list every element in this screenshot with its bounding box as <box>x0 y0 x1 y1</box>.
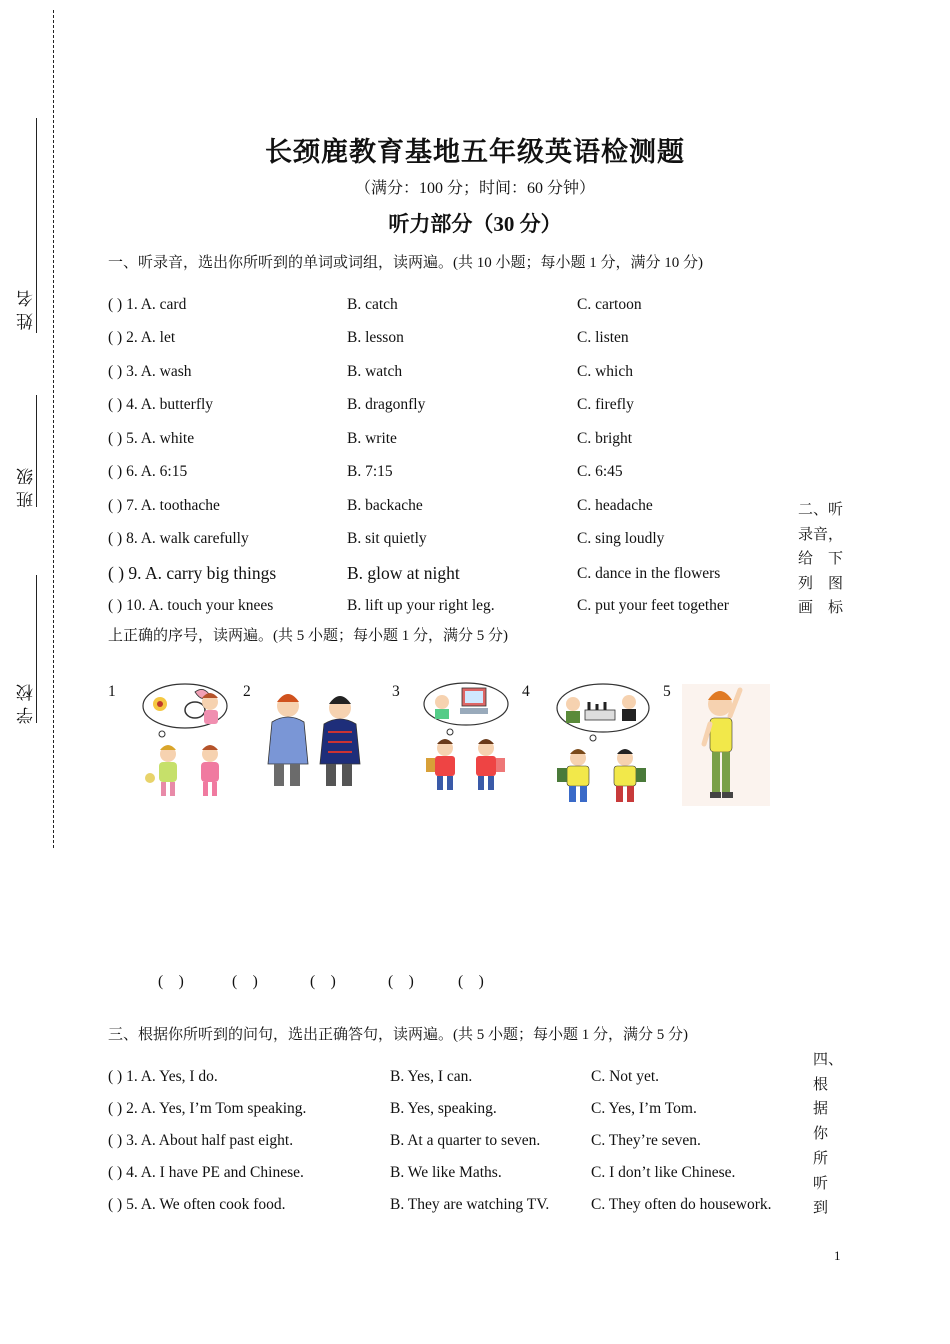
question-option-c: C. bright <box>577 430 633 447</box>
class-label: 班级 <box>17 462 37 508</box>
question-option-c: C. sing loudly <box>577 530 665 547</box>
question-option-b: B. Yes, I can. <box>390 1068 473 1085</box>
side-char: 所 <box>813 1150 829 1167</box>
page-number: 1 <box>834 1248 841 1263</box>
side-char: 根 <box>813 1076 829 1093</box>
question-option-a: ( ) 5. A. We often cook food. <box>108 1196 286 1213</box>
question-option-b: B. dragonfly <box>347 396 426 413</box>
side-char: 你 <box>813 1126 829 1143</box>
part3-instruction: 三、根据你所听到的问句，选出正确答句，读两遍。(共 5 小题；每小题 1 分，满分 5 分) <box>108 1027 688 1043</box>
question-option-c: C. They’re seven. <box>591 1132 701 1149</box>
answer-blank[interactable]: ( ) <box>388 973 414 990</box>
picture-4-boys-chess <box>553 682 653 806</box>
side-char: 到 <box>813 1200 829 1217</box>
picture-number: 3 <box>392 683 400 700</box>
question-option-c: C. which <box>577 363 633 380</box>
question-option-b: B. sit quietly <box>347 530 427 547</box>
question-option-b: B. At a quarter to seven. <box>390 1132 541 1149</box>
side-char: 据 <box>813 1101 829 1118</box>
answer-blank[interactable]: ( ) <box>458 973 484 990</box>
picture-number: 1 <box>108 683 116 700</box>
question-option-a: ( ) 2. A. let <box>108 329 176 346</box>
question-option-b: B. We like Maths. <box>390 1164 502 1181</box>
side-char: 听 <box>813 1175 829 1192</box>
question-option-a: ( ) 10. A. touch your knees <box>108 597 274 614</box>
question-option-c: C. I don’t like Chinese. <box>591 1164 736 1181</box>
question-option-a: ( ) 1. A. card <box>108 296 187 313</box>
side-line: 录音， <box>798 526 844 543</box>
part1-instruction: 一、听录音，选出你所听到的单词或词组，读两遍。(共 10 小题；每小题 1 分，满分 10 分) <box>108 255 703 271</box>
question-option-b: B. Yes, speaking. <box>390 1100 497 1117</box>
question-option-c: C. cartoon <box>577 296 642 313</box>
picture-1-girls-butterfly <box>140 682 235 800</box>
page-title: 长颈鹿教育基地五年级英语检测题 <box>265 137 685 168</box>
answer-blank[interactable]: ( ) <box>232 973 258 990</box>
question-option-a: ( ) 4. A. I have PE and Chinese. <box>108 1164 304 1181</box>
question-option-c: C. 6:45 <box>577 463 623 480</box>
question-option-c: C. put your feet together <box>577 597 729 614</box>
question-option-b: B. watch <box>347 363 403 380</box>
name-label: 姓名 <box>17 284 37 330</box>
question-option-b: B. catch <box>347 296 398 313</box>
section-heading: 听力部分（30 分） <box>388 212 562 236</box>
side-line: 画 标 <box>798 600 844 616</box>
question-option-c: C. They often do housework. <box>591 1196 772 1213</box>
exam-meta: （满分：100 分；时间：60 分钟） <box>354 180 595 197</box>
part2-side-instruction <box>798 498 846 621</box>
question-option-c: C. dance in the flowers <box>577 565 721 582</box>
question-option-c: C. Yes, I’m Tom. <box>591 1100 697 1117</box>
picture-number: 5 <box>663 683 671 700</box>
picture-number: 2 <box>243 683 251 700</box>
question-option-b: B. backache <box>347 497 423 514</box>
question-option-a: ( ) 5. A. white <box>108 430 195 447</box>
question-option-a: ( ) 4. A. butterfly <box>108 396 214 413</box>
question-option-c: C. firefly <box>577 396 634 413</box>
part2-instruction: 上正确的序号，读两遍。(共 5 小题；每小题 1 分，满分 5 分) <box>108 628 508 644</box>
side-line: 二、听 <box>798 502 844 518</box>
side-line: 列 图 <box>798 575 844 592</box>
question-option-b: B. glow at night <box>347 563 460 583</box>
question-option-c: C. listen <box>577 329 629 346</box>
picture-2-boys-talking <box>262 688 367 793</box>
question-option-a: ( ) 7. A. toothache <box>108 497 220 514</box>
picture-number: 4 <box>522 683 530 700</box>
picture-5-boy-waving <box>682 684 770 806</box>
question-option-a: ( ) 8. A. walk carefully <box>108 530 249 547</box>
side-line: 给 下 <box>798 551 844 567</box>
question-option-a: ( ) 1. A. Yes, I do. <box>108 1068 218 1085</box>
question-option-a: ( ) 9. A. carry big things <box>108 563 277 583</box>
part4-side-instruction <box>813 1048 844 1221</box>
question-option-a: ( ) 3. A. wash <box>108 363 192 380</box>
question-option-a: ( ) 6. A. 6:15 <box>108 463 188 480</box>
question-option-b: B. lift up your right leg. <box>347 597 495 614</box>
question-option-b: B. write <box>347 430 397 447</box>
side-char: 四、 <box>813 1052 844 1068</box>
answer-blank[interactable]: ( ) <box>310 973 336 990</box>
picture-3-boys-computer <box>420 682 512 794</box>
question-option-a: ( ) 2. A. Yes, I’m Tom speaking. <box>108 1100 307 1117</box>
question-option-b: B. They are watching TV. <box>390 1196 550 1213</box>
question-option-c: C. Not yet. <box>591 1068 660 1085</box>
school-label: 学校 <box>17 678 37 724</box>
question-option-a: ( ) 3. A. About half past eight. <box>108 1132 294 1149</box>
answer-blank[interactable]: ( ) <box>158 973 184 990</box>
question-option-b: B. 7:15 <box>347 463 393 480</box>
question-option-b: B. lesson <box>347 329 404 346</box>
question-option-c: C. headache <box>577 497 653 514</box>
